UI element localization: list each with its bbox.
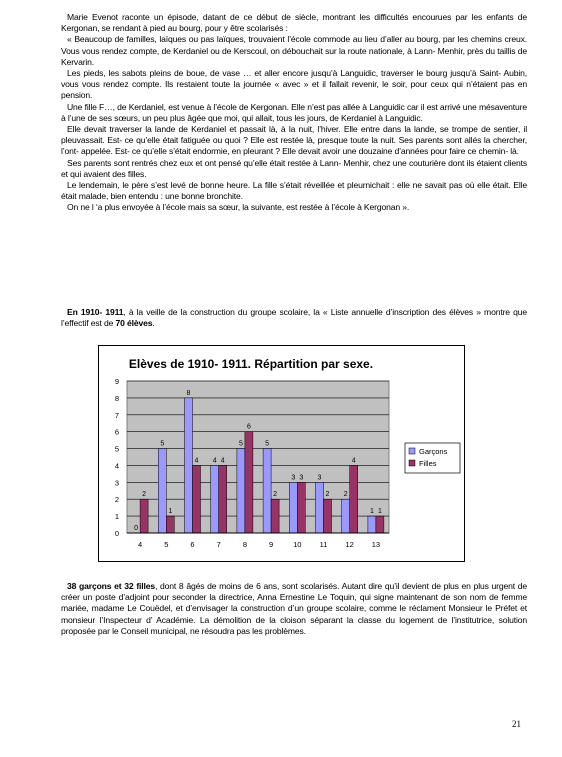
x-tick-label: 7 xyxy=(216,540,221,549)
data-label: 2 xyxy=(343,491,348,499)
bar-garcons xyxy=(368,516,376,533)
data-label: 3 xyxy=(317,474,322,482)
data-label: 2 xyxy=(325,491,330,499)
bar-garcons xyxy=(289,482,297,533)
legend-label: Garçons xyxy=(419,447,448,456)
y-tick-label: 4 xyxy=(114,461,119,471)
x-tick-label: 9 xyxy=(269,540,274,549)
bar-filles xyxy=(350,465,358,533)
x-tick-label: 8 xyxy=(242,540,247,549)
x-tick-label: 10 xyxy=(293,540,302,549)
bottom-paragraph-text: , dont 8 âgés de moins de 6 ans, sont scolarisés. Autant dire qu’il devient de plus en plus urgent de créer un poste d’adjoint pour seconder la directrice, Anna Ernestine Le Toquin, qui signe maintenant de son nom de femme mariée, madame Le Couëdel, et d’envisager la construction d’un groupe scolaire, comme le réclament Monsieur le Préfet et monsieur l’Inspecteur d’ Académie. La démolition de la cloison séparant la classe du logement de l’institutrice, solution proposée par le Conseil municipal, ne résoudra pas les problèmes. xyxy=(61,581,527,636)
y-tick-label: 5 xyxy=(114,444,119,454)
data-label: 4 xyxy=(220,457,225,465)
data-label: 2 xyxy=(142,491,147,499)
paragraph: Ses parents sont rentrés chez eux et ont pensé qu’elle était restée à Lann- Menhir, chez une couturière dont ils étaient clients et qui avaient des filles. xyxy=(61,157,527,179)
y-tick-label: 3 xyxy=(114,478,119,488)
data-label: 5 xyxy=(160,440,165,448)
enrollment-text-end: . xyxy=(152,318,155,329)
bar-garcons xyxy=(158,449,166,533)
x-tick-label: 6 xyxy=(190,540,195,549)
bar-filles xyxy=(271,499,279,533)
student-count-highlight: 70 élèves xyxy=(115,318,153,329)
top-text-block xyxy=(61,12,527,214)
data-label: 1 xyxy=(369,508,374,516)
paragraph: Les pieds, les sabots pleins de boue, de vase … et aller encore jusqu’à Languidic, traverser le bourg jusqu’à Saint- Aubin, vous vous rendez compte. Ils restaient toute la journée « avec » et il fallait revenir, le soir, pour ceux qui n’étaient pas en pension. xyxy=(61,68,527,101)
data-label: 5 xyxy=(265,440,270,448)
paragraph: Marie Evenot raconte un épisode, datant de ce début de siècle, montrant les difficultés encourues par les enfants de Kergonan, se rendant à pied au bourg, pour y être scolarisés : xyxy=(61,12,527,34)
bar-filles xyxy=(193,465,201,533)
legend-swatch xyxy=(409,448,415,454)
gender-count-highlight: 38 garçons et 32 filles xyxy=(67,581,156,591)
chart xyxy=(98,345,465,562)
bar-filles xyxy=(376,516,384,533)
chart-title: Elèves de 1910- 1911. Répartition par sexe. xyxy=(128,357,374,371)
bar-garcons xyxy=(237,449,245,533)
x-tick-label: 5 xyxy=(164,540,169,549)
bar-filles xyxy=(245,432,253,533)
paragraph: « Beaucoup de familles, laïques ou pas laïques, trouvaient l’école commode au lieu d’aller au bourg, par les chemins creux. Vous vous rendez compte, de Kerdaniel ou de Kerscoul, on débouchait sur la route nationale, à Lann- Menhir, près du taillis de Kervarin. xyxy=(61,34,527,67)
bar-garcons xyxy=(316,482,324,533)
data-label: 4 xyxy=(351,457,356,465)
bar-chart-svg xyxy=(99,346,464,561)
paragraph: Le lendemain, le père s’est levé de bonne heure. La fille s’était réveillée et pleurnichait : elle ne savait pas où elle était. Elle était malade, bien entendu : une bonne bronchite. xyxy=(61,180,527,202)
y-tick-label: 2 xyxy=(114,495,119,505)
bar-garcons xyxy=(185,398,193,533)
data-label: 0 xyxy=(134,525,139,532)
bar-garcons xyxy=(211,465,219,533)
bar-garcons xyxy=(263,449,271,533)
data-label: 3 xyxy=(299,474,304,482)
data-label: 1 xyxy=(168,508,173,516)
data-label: 6 xyxy=(246,423,251,431)
bottom-text-block xyxy=(61,581,527,637)
y-tick-label: 1 xyxy=(114,512,119,522)
x-tick-label: 12 xyxy=(345,540,354,549)
enrollment-text: , à la veille de la construction du groupe scolaire, la « Liste annuelle d’inscription des élèves » montre que l’effectif est de xyxy=(61,307,527,329)
bar-filles xyxy=(140,499,148,533)
data-label: 2 xyxy=(273,491,278,499)
bar-filles xyxy=(166,516,174,533)
y-tick-label: 9 xyxy=(114,377,119,386)
bar-garcons xyxy=(342,499,350,533)
y-tick-label: 6 xyxy=(114,427,119,437)
legend-swatch xyxy=(409,460,415,466)
bar-filles xyxy=(324,499,332,533)
paragraph: Elle devait traverser la lande de Kerdaniel et passait là, à la nuit, l’hiver. Elle entre dans la lande, se trompe de sentier, il pleuvassait. Est- ce qu’elle était fatiguée ou quoi ? Elle est restée là, presque toute la nuit. Ses parents sont allés la chercher, l’ont- appelée. Est- ce qu’elle s’était endormie, en pleurant ? Elle devait avoir une douzaine d’années pour faire ce chemin- là. xyxy=(61,124,527,157)
data-label: 4 xyxy=(212,457,217,465)
bar-filles xyxy=(297,482,305,533)
y-tick-label: 7 xyxy=(114,410,119,420)
x-tick-label: 4 xyxy=(138,540,143,549)
bar-filles xyxy=(219,465,227,533)
legend-label: Filles xyxy=(419,459,437,468)
paragraph: On ne l ‘a plus envoyée à l’école mais sa sœur, la suivante, est restée à l’école à Kergonan ». xyxy=(67,202,410,213)
page-number: 21 xyxy=(512,719,521,729)
data-label: 8 xyxy=(186,389,191,397)
y-tick-label: 8 xyxy=(114,393,119,403)
year-highlight: En 1910- 1911 xyxy=(67,307,124,317)
enrollment-paragraph xyxy=(61,307,527,329)
data-label: 4 xyxy=(194,457,199,465)
paragraph: Une fille F…, de Kerdaniel, est venue à l’école de Kergonan. Elle n’est pas allée à Languidic car il est arrivé une mésaventure à l’une de ses sœurs, un peu plus âgée que moi, qui allait, tous les jours, de Kerdaniel à Languidic. xyxy=(61,101,527,123)
data-label: 5 xyxy=(238,440,243,448)
x-tick-label: 13 xyxy=(371,540,381,549)
y-tick-label: 0 xyxy=(114,529,119,538)
x-tick-label: 11 xyxy=(319,540,328,549)
data-label: 3 xyxy=(291,474,296,482)
data-label: 1 xyxy=(377,508,382,516)
